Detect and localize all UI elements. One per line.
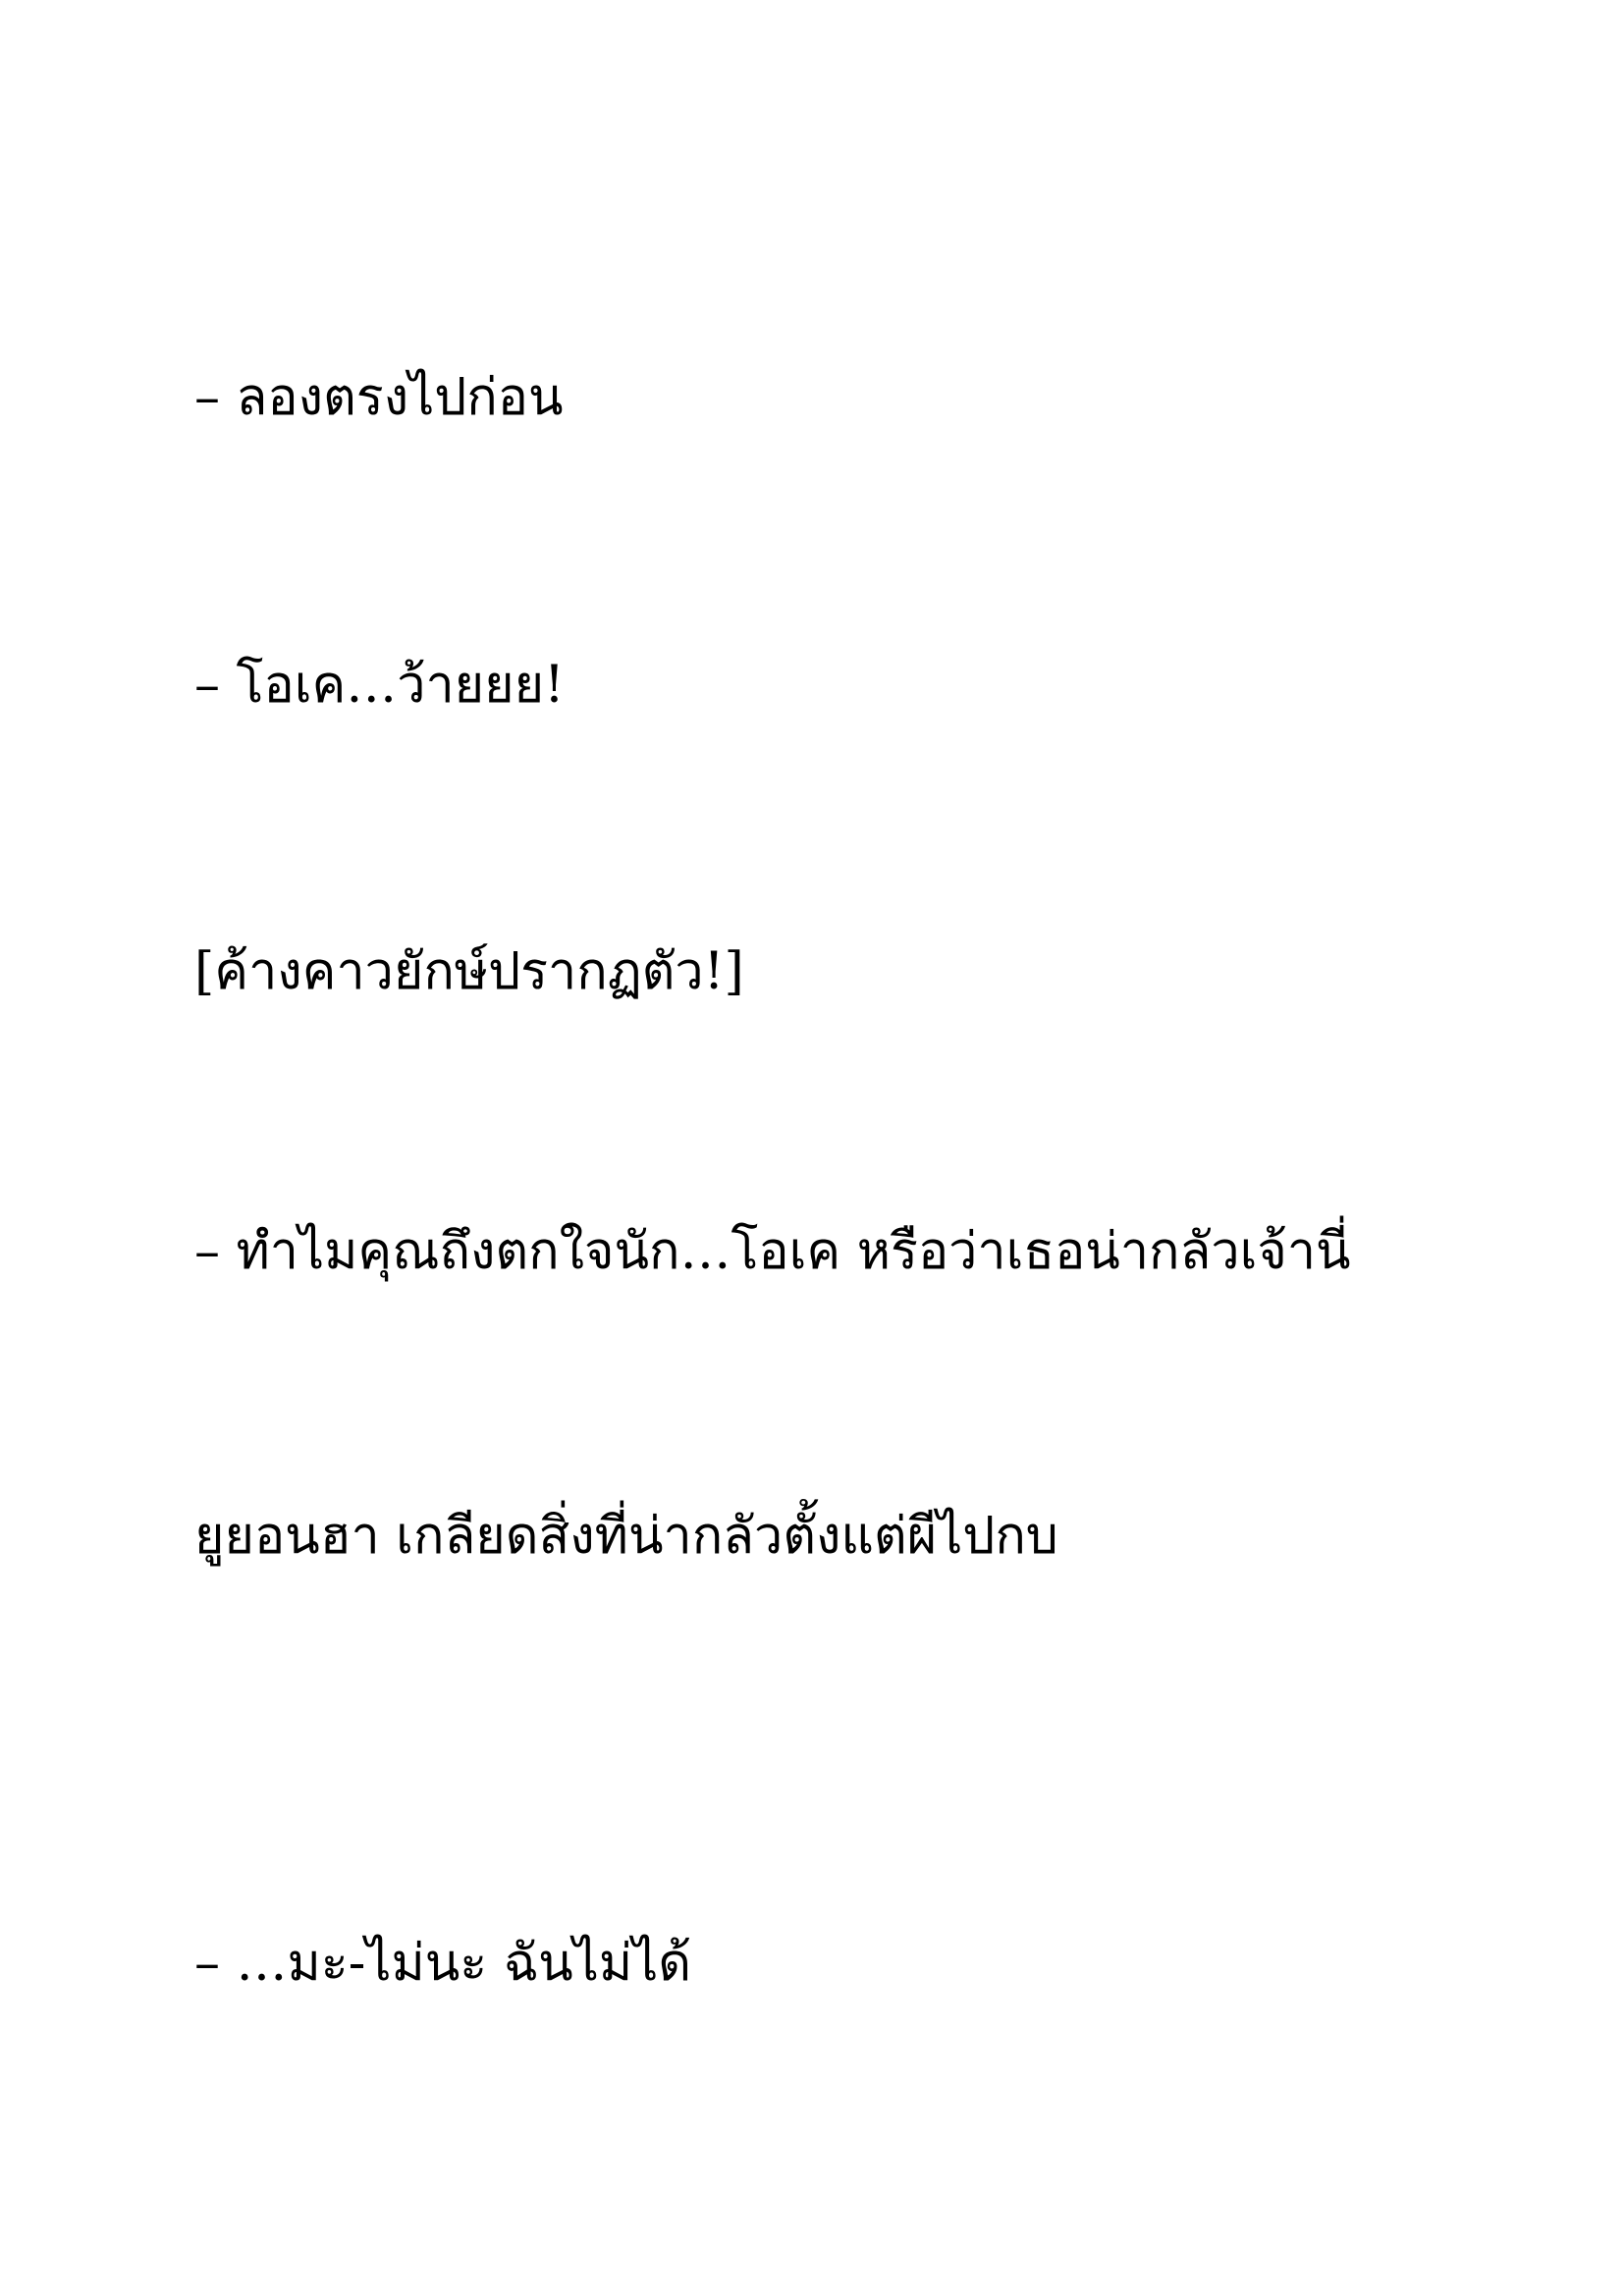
dialogue-line: – โอเค…ว้ายยย!: [194, 656, 565, 715]
dialogue-line: – ทำไมคุณถึงตกใจนัก…โอเค หรือว่าเธอน่ากลัวเจ้านี่: [194, 1222, 1351, 1281]
system-message-line: [ค้างคาวยักษ์ปรากฏตัว!]: [194, 942, 744, 1001]
dialogue-line: – ลองตรงไปก่อน: [194, 368, 564, 427]
narration-line: ยูยอนฮา เกลียดสิ่งที่น่ากลัวตั้งแต่ผีไปกบ: [194, 1507, 1058, 1566]
dialogue-line: – …มะ-ไม่นะ ฉันไม่ได้: [194, 1934, 692, 1993]
